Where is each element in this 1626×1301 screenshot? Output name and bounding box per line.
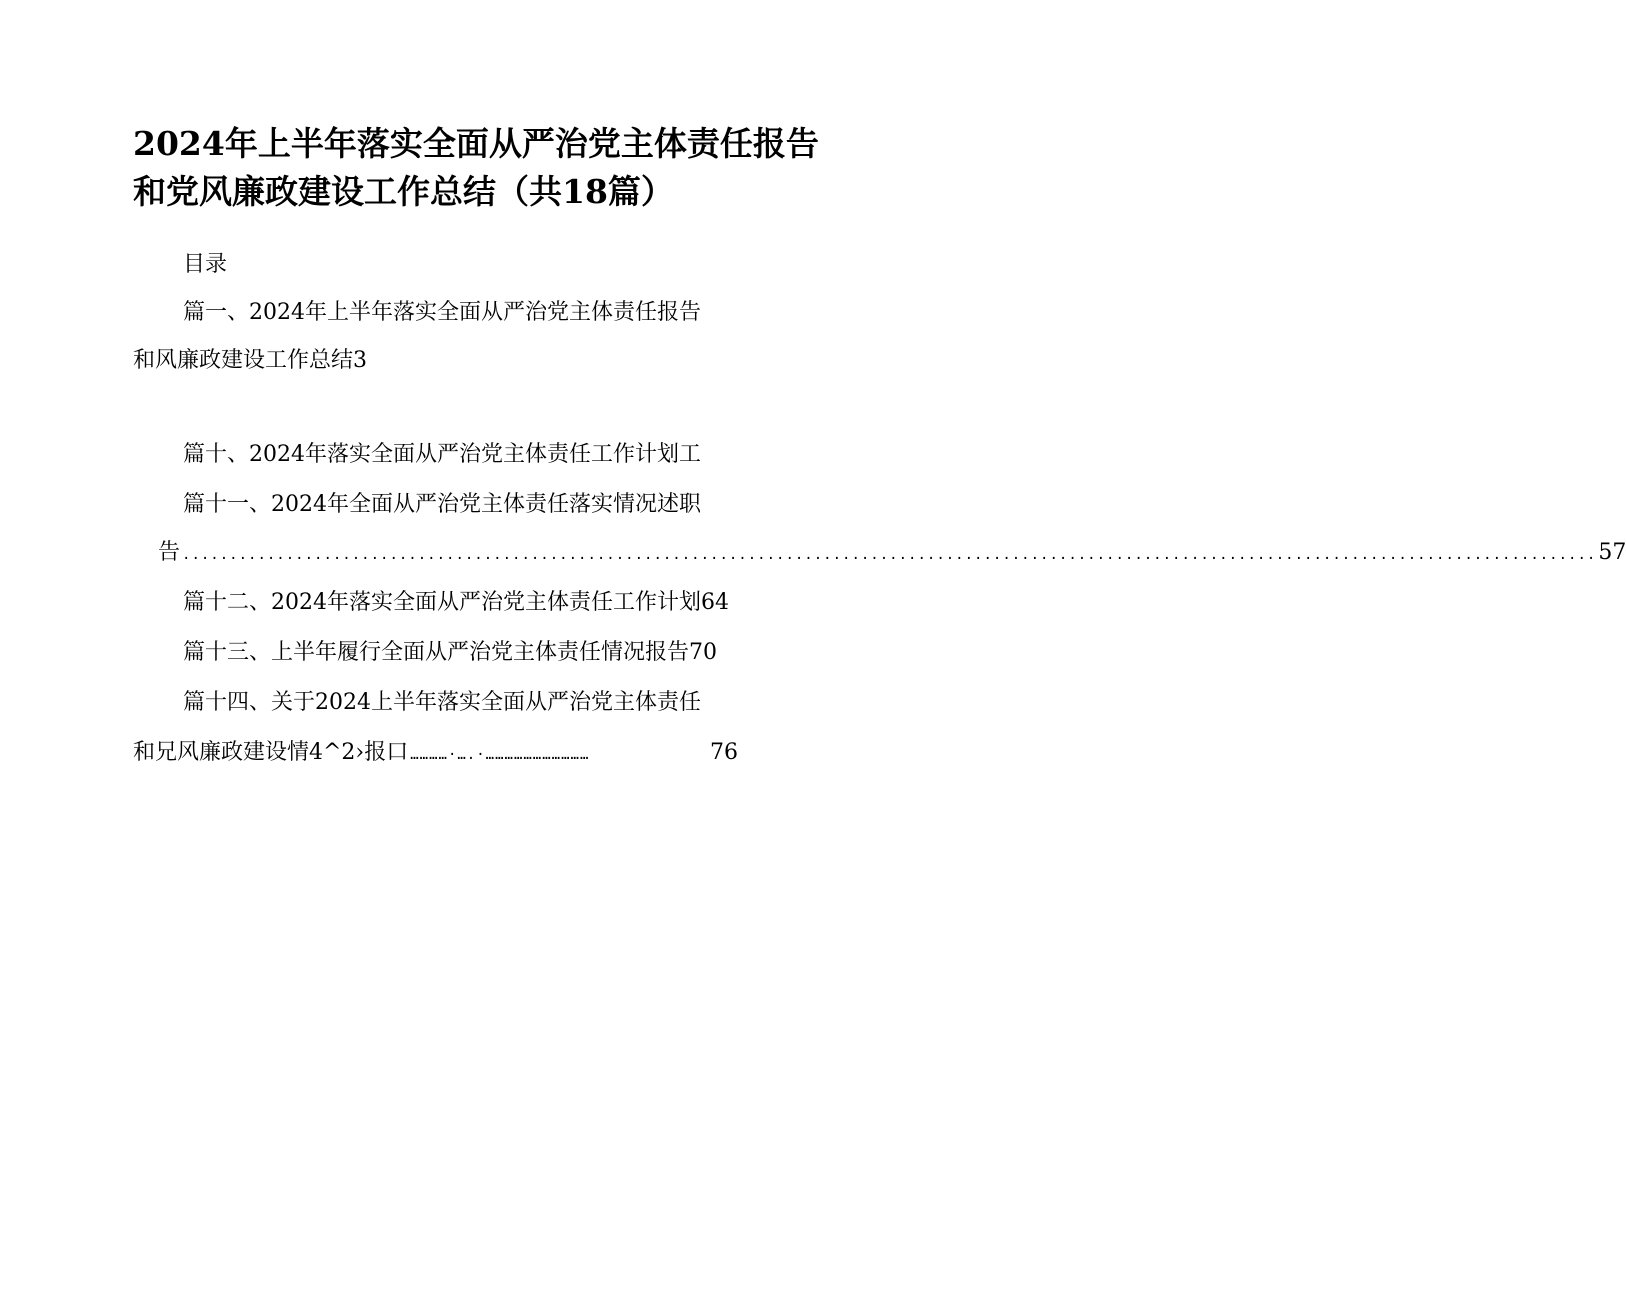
toc-heading: 目录 [183, 252, 228, 277]
toc-entry-2-line-1: 篇十、2024年落实全面从严治党主体责任工作计划工 [183, 442, 701, 467]
document-title-line-2: 和党风廉政建设工作总结（共18篇） [133, 172, 674, 211]
toc-entry-6-leader: …………·….·…………………………… [410, 747, 590, 763]
toc-entry-5-line-1: 篇十三、上半年履行全面从严治党主体责任情况报告70 [183, 640, 717, 665]
toc-entry-3-line-2 [158, 538, 1626, 570]
toc-entry-3-leader: ...................................................................................................................................................... [182, 547, 1597, 563]
toc-entry-1-line-1: 篇一、2024年上半年落实全面从严治党主体责任报告 [183, 300, 701, 325]
toc-entry-6-line-1: 篇十四、关于2024上半年落实全面从严治党主体责任 [183, 690, 701, 715]
toc-entry-3-line-1: 篇十一、2024年全面从严治党主体责任落实情况述职 [183, 492, 701, 517]
toc-entry-4-line-1: 篇十二、2024年落实全面从严治党主体责任工作计划64 [183, 590, 729, 615]
document-title-line-1: 2024年上半年落实全面从严治党主体责任报告 [133, 124, 819, 163]
toc-entry-6-line-2 [133, 738, 738, 770]
toc-entry-3-page: 57 [1598, 540, 1626, 565]
toc-entry-1-line-2: 和风廉政建设工作总结3 [133, 348, 367, 373]
toc-entry-3-text: 告 [158, 540, 181, 565]
toc-entry-6-text: 和兄风廉政建设情4^2›报口 [133, 740, 409, 765]
toc-entry-6-page: 76 [710, 740, 738, 765]
